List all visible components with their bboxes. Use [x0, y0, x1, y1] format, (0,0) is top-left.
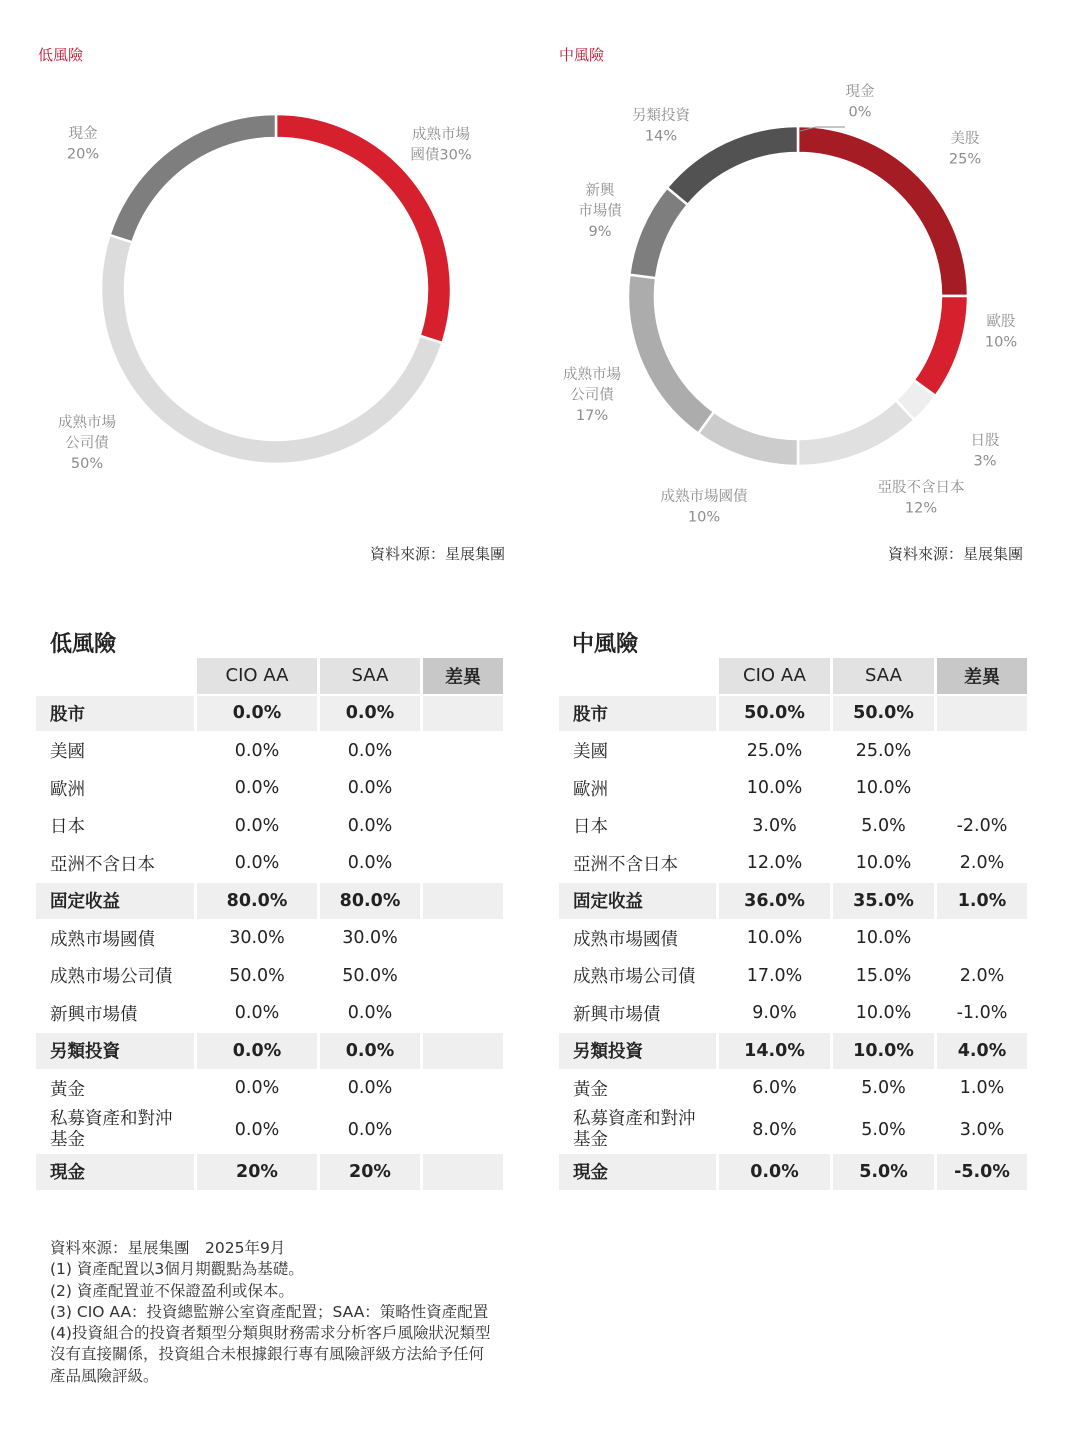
saa-value: 10.0%	[855, 928, 912, 949]
row-label: 黃金	[573, 1079, 608, 1100]
allocation-table-low-risk	[33, 656, 506, 1192]
saa-value: 10.0%	[855, 778, 912, 799]
table-row	[36, 921, 503, 957]
table-row	[36, 771, 503, 807]
table-row	[36, 733, 503, 769]
row-label: 亞洲不含日本	[50, 854, 155, 875]
slice-label-mid-2: 歐股 10%	[984, 314, 1018, 351]
chart-source-low: 資料來源：星展集團	[369, 545, 505, 563]
table-row	[36, 1154, 503, 1190]
row-label: 固定收益	[36, 883, 194, 919]
slice-label-low-2: 現金 20%	[66, 126, 100, 163]
row-label: 固定收益	[559, 883, 716, 919]
difference-value: 4.0%	[937, 1033, 1027, 1069]
table-row	[36, 1033, 503, 1069]
saa-value: 0.0%	[347, 1003, 393, 1024]
donut-slice-mid-5	[698, 412, 798, 466]
row-label: 歐洲	[573, 779, 608, 800]
row-label: 歐洲	[50, 779, 85, 800]
table-row	[559, 1071, 1027, 1107]
table-header-blank	[36, 658, 194, 694]
table-row	[559, 1108, 1027, 1152]
slice-label-mid-0: 現金 0%	[845, 84, 875, 121]
difference-value	[423, 771, 503, 807]
table-row	[559, 921, 1027, 957]
header-saa: SAA	[320, 658, 420, 694]
difference-value	[423, 996, 503, 1032]
cio-aa-value: 0.0%	[719, 1154, 830, 1190]
row-label: 美國	[50, 742, 85, 763]
difference-value: 2.0%	[959, 965, 1005, 986]
saa-value: 0.0%	[347, 1119, 393, 1140]
header-cio-aa: CIO AA	[197, 658, 317, 694]
table-row	[36, 846, 503, 882]
cio-aa-value: 0.0%	[197, 696, 317, 732]
cio-aa-value: 0.0%	[234, 815, 280, 836]
difference-value	[423, 1108, 503, 1152]
difference-value: -5.0%	[937, 1154, 1027, 1190]
row-label: 日本	[573, 817, 608, 838]
table-row	[559, 846, 1027, 882]
row-label: 成熟市場國債	[50, 929, 155, 950]
table-header-blank	[559, 658, 716, 694]
cio-aa-value: 8.0%	[752, 1119, 797, 1140]
cio-aa-value: 10.0%	[746, 778, 803, 799]
difference-value	[423, 883, 503, 919]
cio-aa-value: 25.0%	[746, 740, 803, 761]
table-row	[36, 696, 503, 732]
difference-value	[937, 696, 1027, 732]
donut-slice-mid-2	[914, 296, 968, 396]
difference-value	[423, 921, 503, 957]
difference-value: 3.0%	[959, 1119, 1005, 1140]
table-row	[559, 958, 1027, 994]
footnote-line: 產品風險評級。	[50, 1366, 159, 1385]
cio-aa-value: 12.0%	[746, 853, 803, 874]
difference-value	[423, 1071, 503, 1107]
cio-aa-value: 0.0%	[234, 853, 280, 874]
slice-label-mid-1: 美股 25%	[948, 131, 982, 168]
table-row	[36, 1071, 503, 1107]
table-row	[36, 958, 503, 994]
table-row	[559, 1154, 1027, 1190]
row-label: 另類投資	[36, 1033, 194, 1069]
slice-label-mid-8: 另類投資 14%	[632, 108, 690, 145]
saa-value: 5.0%	[833, 1154, 934, 1190]
row-label: 日本	[50, 817, 85, 838]
difference-value	[423, 733, 503, 769]
table-row	[36, 883, 503, 919]
saa-value: 10.0%	[833, 1033, 934, 1069]
table-row	[559, 733, 1027, 769]
footnote-line: (4)投資組合的投資者類型分類與財務需求分析客戶風險狀況類型	[50, 1324, 491, 1343]
row-label: 私募資產和對沖 基金	[50, 1109, 173, 1150]
difference-value	[937, 771, 1027, 807]
saa-value: 0.0%	[347, 853, 393, 874]
table-title-low-risk: 低風險	[50, 632, 117, 657]
cio-aa-value: 17.0%	[746, 965, 803, 986]
saa-value: 10.0%	[855, 853, 912, 874]
cio-aa-value: 30.0%	[229, 928, 285, 949]
slice-label-mid-4: 亞股不含日本 12%	[877, 480, 965, 517]
row-label: 黃金	[50, 1079, 85, 1100]
saa-value: 0.0%	[347, 778, 393, 799]
slice-label-low-1: 成熟市場公司債 50%	[58, 415, 116, 472]
table-row	[559, 1033, 1027, 1069]
donut-chart-mid-risk	[0, 0, 1066, 560]
table-row	[559, 883, 1027, 919]
saa-value: 0.0%	[320, 696, 420, 732]
donut-slice-mid-4	[798, 400, 914, 466]
table-title-mid-risk: 中風險	[572, 632, 639, 657]
difference-value	[423, 846, 503, 882]
saa-value: 0.0%	[347, 815, 393, 836]
row-label: 亞洲不含日本	[573, 854, 678, 875]
saa-value: 0.0%	[347, 740, 393, 761]
saa-value: 10.0%	[855, 1003, 912, 1024]
row-label: 成熟市場國債	[573, 929, 678, 950]
difference-value: -1.0%	[956, 1003, 1008, 1024]
saa-value: 25.0%	[855, 740, 912, 761]
table-row	[36, 996, 503, 1032]
footnote-line: (3) CIO AA：投資總監辦公室資產配置；SAA：策略性資產配置	[50, 1302, 489, 1321]
table-row	[559, 771, 1027, 807]
cio-aa-value: 14.0%	[719, 1033, 830, 1069]
difference-value	[423, 1154, 503, 1190]
row-label: 成熟市場公司債	[573, 967, 696, 988]
donut-slice-mid-6	[628, 275, 714, 434]
allocation-table-mid-risk	[556, 656, 1030, 1192]
cio-aa-value: 36.0%	[719, 883, 830, 919]
slice-label-mid-7: 新興市場債 9%	[578, 183, 622, 240]
saa-value: 5.0%	[861, 815, 906, 836]
cio-aa-value: 0.0%	[234, 1003, 280, 1024]
saa-value: 20%	[320, 1154, 420, 1190]
footnote-line: 沒有直接關係，投資組合未根據銀行專有風險評級方法給予任何	[50, 1345, 485, 1364]
slice-label-low-0: 成熟市場國債30%	[410, 127, 472, 164]
slice-label-mid-5: 成熟市場國債 10%	[660, 489, 748, 526]
donut-slice-mid-7	[629, 188, 687, 278]
difference-value	[423, 808, 503, 844]
chart-title-low-risk: 低風險	[38, 46, 84, 64]
table-row	[36, 1108, 503, 1152]
difference-value: 2.0%	[959, 853, 1005, 874]
row-label: 美國	[573, 742, 608, 763]
difference-value: 1.0%	[959, 1078, 1005, 1099]
cio-aa-value: 0.0%	[234, 740, 280, 761]
cio-aa-value: 0.0%	[234, 1078, 280, 1099]
difference-value: -2.0%	[956, 815, 1008, 836]
saa-value: 30.0%	[342, 928, 398, 949]
row-label: 新興市場債	[573, 1004, 661, 1025]
header-difference: 差異	[937, 658, 1027, 694]
footnote-line: 資料來源：星展集團 2025年9月	[50, 1239, 286, 1257]
difference-value: 1.0%	[937, 883, 1027, 919]
difference-value	[423, 958, 503, 994]
saa-value: 15.0%	[855, 965, 912, 986]
cio-aa-value: 0.0%	[234, 778, 280, 799]
slice-label-mid-3: 日股 3%	[970, 433, 1000, 470]
row-label: 股市	[559, 696, 716, 732]
footnote-line: (2) 資產配置並不保證盈利或保本。	[50, 1281, 294, 1300]
row-label: 現金	[559, 1154, 716, 1190]
table-row	[36, 808, 503, 844]
cio-aa-value: 9.0%	[752, 1003, 797, 1024]
cio-aa-value: 50.0%	[229, 965, 285, 986]
footnote-line: (1) 資產配置以3個月期觀點為基礎。	[50, 1260, 304, 1279]
cio-aa-value: 20%	[197, 1154, 317, 1190]
chart-source-mid: 資料來源：星展集團	[887, 545, 1023, 563]
table-row	[559, 808, 1027, 844]
cio-aa-value: 0.0%	[234, 1119, 280, 1140]
difference-value	[423, 696, 503, 732]
row-label: 股市	[36, 696, 194, 732]
saa-value: 35.0%	[833, 883, 934, 919]
row-label: 私募資產和對沖 基金	[573, 1109, 696, 1150]
saa-value: 50.0%	[342, 965, 398, 986]
donut-slice-mid-1	[798, 126, 968, 296]
saa-value: 0.0%	[320, 1033, 420, 1069]
saa-value: 0.0%	[347, 1078, 393, 1099]
row-label: 另類投資	[559, 1033, 716, 1069]
chart-title-mid-risk: 中風險	[559, 46, 605, 64]
cio-aa-value: 80.0%	[197, 883, 317, 919]
difference-value	[937, 921, 1027, 957]
slice-label-mid-6: 成熟市場公司債 17%	[563, 367, 621, 424]
row-label: 新興市場債	[50, 1004, 138, 1025]
table-row	[559, 996, 1027, 1032]
header-difference: 差異	[423, 658, 503, 694]
row-label: 成熟市場公司債	[50, 967, 173, 988]
cio-aa-value: 50.0%	[719, 696, 830, 732]
cio-aa-value: 0.0%	[197, 1033, 317, 1069]
cio-aa-value: 3.0%	[752, 815, 797, 836]
saa-value: 80.0%	[320, 883, 420, 919]
difference-value	[423, 1033, 503, 1069]
saa-value: 5.0%	[861, 1078, 906, 1099]
saa-value: 50.0%	[833, 696, 934, 732]
difference-value	[937, 733, 1027, 769]
donut-slice-mid-8	[667, 126, 798, 205]
footnotes	[50, 1238, 490, 1387]
cio-aa-value: 10.0%	[746, 928, 803, 949]
header-cio-aa: CIO AA	[719, 658, 830, 694]
row-label: 現金	[36, 1154, 194, 1190]
header-saa: SAA	[833, 658, 934, 694]
cio-aa-value: 6.0%	[752, 1078, 797, 1099]
table-row	[559, 696, 1027, 732]
saa-value: 5.0%	[861, 1119, 906, 1140]
